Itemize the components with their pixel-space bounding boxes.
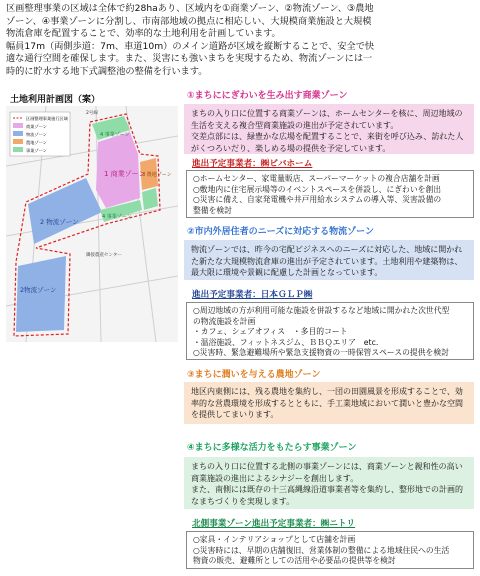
plan-item: ○災害時には、早期の店舗復旧、営業体制の整備による地域住民への生活: [193, 545, 450, 555]
zone-label: 1 商業ゾーン: [104, 170, 146, 178]
map-legend: [10, 112, 70, 156]
road-label: 2号線: [86, 111, 98, 116]
body-line: がくつろいだり、楽しめる場の提供を予定しています。: [191, 143, 391, 153]
plan-item: の物流施設を計画: [193, 316, 256, 326]
body-line: 率的な営農環境を形成するとともに、手工業地域において潤いと豊かな空間: [191, 398, 463, 408]
zone-label: 2物流ゾーン: [20, 286, 57, 294]
plan-item: ○周辺地域の方が利用可能な施設を併設するなど地域に開かれた次世代型: [193, 306, 450, 315]
intro-line: 幅員17m（両側歩道：7m、車道10m）のメイン道路が区域を縦断することで、安全で快: [6, 40, 375, 52]
plan-item: ○災害に備え、自家発電機や井戸用給水システムの導入等、災害設備の: [193, 195, 442, 205]
legend-label: 区画整理事業施行区域: [26, 116, 68, 121]
center-label: 隣接農産センター: [86, 253, 122, 258]
plan-list-logistics: [186, 302, 474, 360]
developer-logistics: 進出予定事業者：日本ＧＬＰ㈱: [192, 290, 313, 300]
body-line: 最大限に環境や景観に配慮した計画となっています。: [191, 268, 383, 278]
section-body-logistics: [184, 240, 474, 280]
section-body-commercial: [184, 104, 474, 154]
intro-line: ゾーン、④事業ゾーンに分割し、市南部地域の拠点に相応しい、大規模商業施設と大規模: [6, 15, 372, 27]
plan-list-business: [186, 531, 474, 569]
developer-commercial: 進出予定事業者：㈱ビバホーム: [192, 159, 313, 169]
body-line: なまちづくりを実現します。: [191, 496, 295, 506]
section-body-business: [184, 457, 474, 509]
plan-item: ・カフェ、シェアオフィス ・多目的コート: [193, 327, 348, 337]
intro-line: 区画整理事業の区域は全体で約28haあり、区域内を①商業ゾーン、②物流ゾーン、③農地: [6, 3, 374, 14]
legend-label: 事業ゾーン: [26, 148, 47, 153]
body-line: まちの入り口に位置する商業ゾーンは、ホームセンターを核に、周辺地域の: [191, 109, 463, 118]
map-title: 土地利用計画図（案）: [10, 95, 101, 105]
section-heading-business: ④まちに多様な活力をもたらす事業ゾーン: [187, 443, 357, 453]
zone-label: 4 事業ゾーン: [102, 214, 132, 220]
section-body-agri: [184, 382, 474, 424]
plan-item: ○ホームセンター、家電量販店、スーパーマーケットの複合店舗を計画: [193, 174, 440, 183]
body-line: 地区内東側には、残る農地を集約し、一団の田園風景を形成することで、効: [191, 387, 463, 396]
body-line: を提供してまいります。: [191, 410, 279, 420]
intro-paragraph: [6, 3, 474, 79]
body-line: た新たな大規模物流倉庫の進出が予定されています。土地利用や建築物は、: [191, 256, 463, 266]
plan-item: 物資の販売、避難所としての活用や必要品の提供等を検討: [193, 556, 396, 566]
plan-item: ○敷地内に住宅展示場等のイベントスペースを併設し、にぎわいを創出: [193, 184, 442, 194]
plan-item: 整備を検討: [193, 205, 232, 215]
legend-label: 物流ゾーン: [26, 132, 47, 137]
plan-item: ○家具・インテリアショップとして店舗を計画: [193, 535, 356, 544]
body-line: 交差点部には、緑豊かな広場を配置することで、来街を呼び込み、訪れた人: [191, 132, 464, 142]
body-line: まちの入り口に位置する北側の事業ゾーンには、商業ゾーンと親和性の高い: [191, 462, 463, 471]
zone-label: 3 農地ゾーン: [142, 172, 172, 178]
land-use-map: [6, 106, 178, 342]
zone-logistics-south: [16, 256, 66, 332]
developer-business: 北側事業ゾーン進出予定事業者：㈱ニトリ: [192, 519, 356, 529]
plan-item: ・温浴施設、フィットネスジム、ＢＢＱエリア etc.: [193, 337, 379, 347]
body-line: 商業施設の進出によるシナジーを創出します。: [191, 473, 359, 483]
plan-item: ○災害時、緊急避難場所や緊急支援物資の一時保管スペースの提供を検討: [193, 348, 449, 358]
body-line: 物流ゾーンでは、昨今の宅配ビジネスへのニーズに対応した、地域に開かれ: [191, 245, 463, 254]
zone-label: 2 物流ゾーン: [40, 218, 79, 226]
section-heading-commercial: ①まちににぎわいを生み出す商業ゾーン: [187, 91, 348, 101]
plan-list-commercial: [186, 170, 474, 218]
body-line: 生活を支える複合型商業施設の進出が予定されています。: [191, 120, 399, 130]
legend-label: 商業ゾーン: [26, 124, 47, 129]
section-heading-logistics: ②市内外居住者のニーズに対応する物流ゾーン: [187, 227, 374, 237]
intro-line: 物流倉庫を配置することで、効率的な土地利用を計画しています。: [6, 28, 281, 40]
section-heading-agri: ③まちに潤いを与える農地ゾーン: [187, 370, 321, 380]
body-line: また、南側には既存の十三高縄線沿道事業者等を集約し、整形地での計画的: [191, 485, 463, 495]
intro-line: 時的に貯水する地下式調整池の整備を行います。: [6, 65, 208, 77]
intro-line: 適な通行空間を確保します。また、災害にも強いまちを実現するため、物流ゾーンには一: [6, 53, 373, 65]
legend-label: 農地ゾーン: [26, 140, 47, 145]
zone-label: 4 事業ゾーン: [100, 132, 130, 138]
